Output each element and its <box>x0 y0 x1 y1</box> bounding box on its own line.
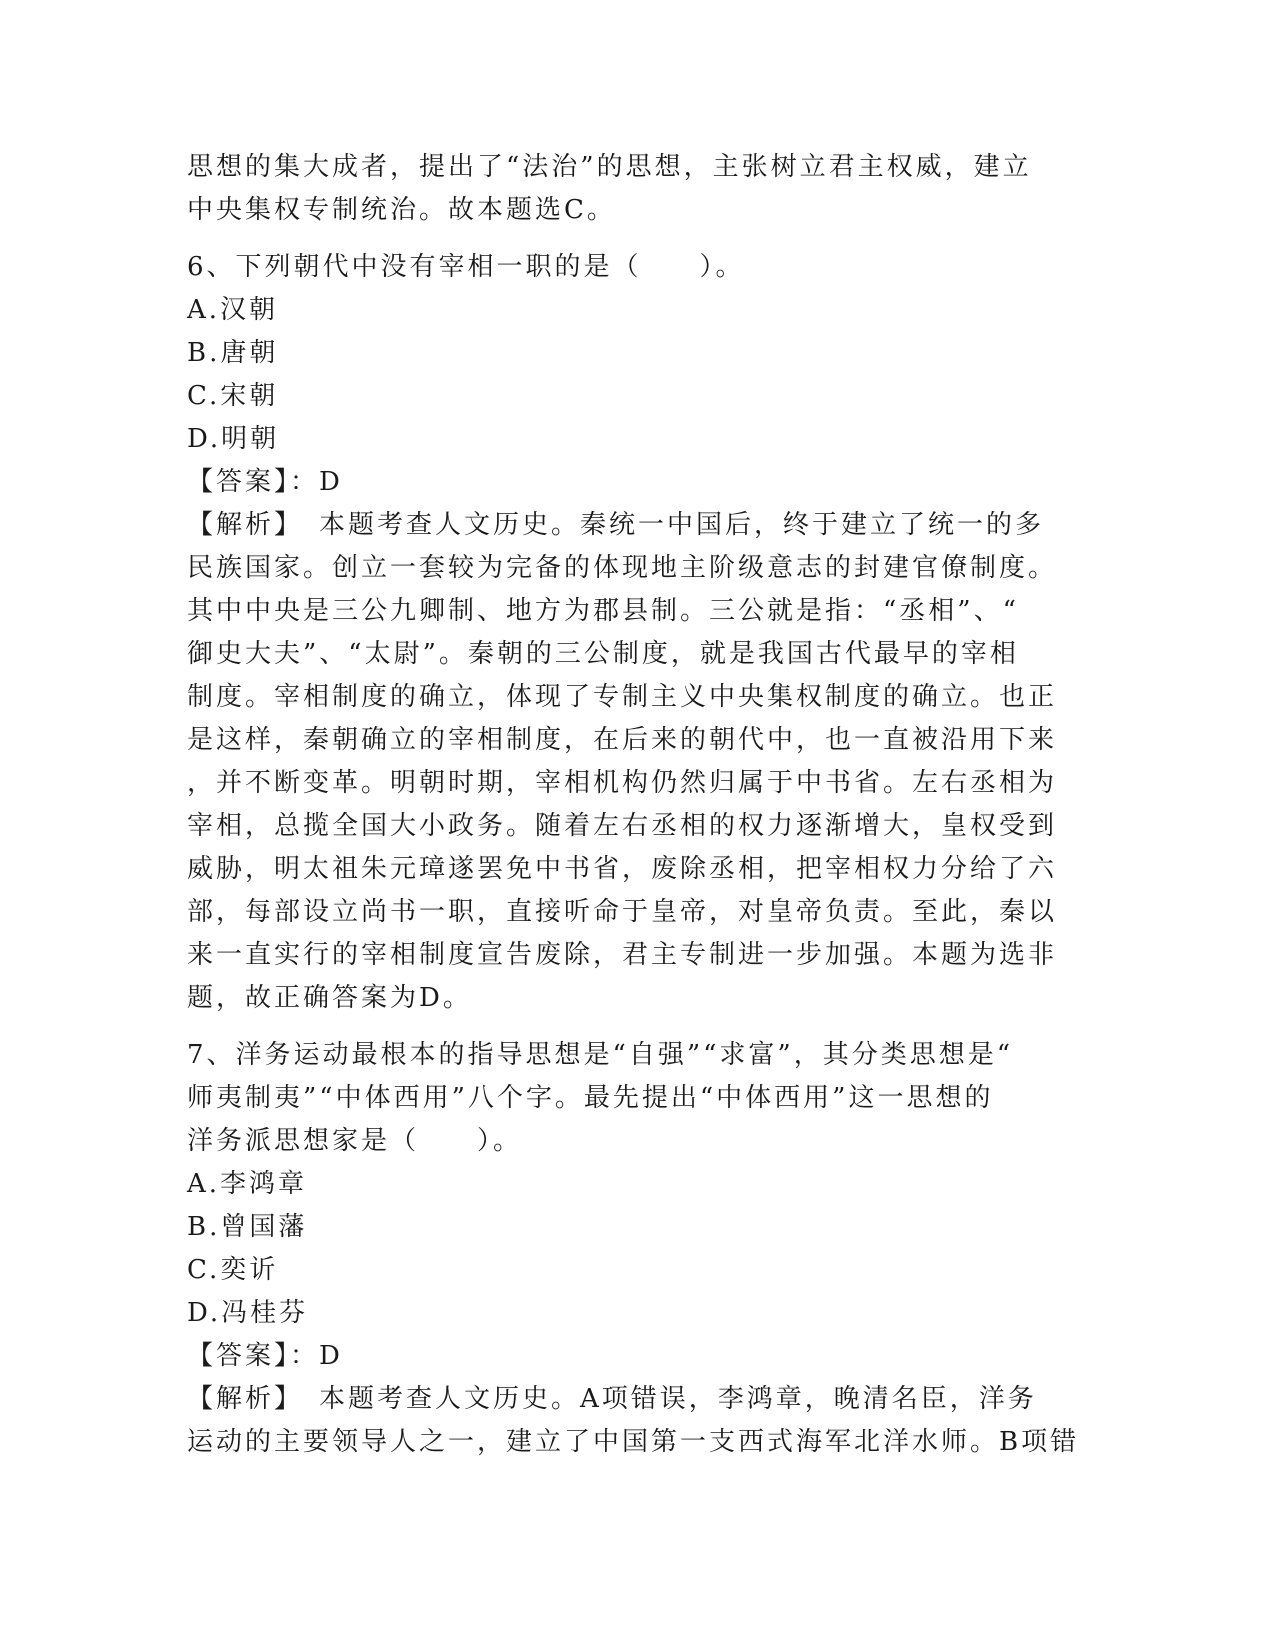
q6-explanation-line: 御史大夫”、“太尉”。秦朝的三公制度，就是我国古代最早的宰相 <box>187 639 1019 669</box>
paragraph-gap <box>187 1020 1087 1034</box>
q6-option-a: A.汉朝 <box>187 295 279 325</box>
q6-explanation-line: 其中中央是三公九卿制、地方为郡县制。三公就是指：“丞相”、“ <box>187 596 1019 626</box>
question-7-text-line: 7、洋务运动最根本的指导思想是“自强”“求富”，其分类思想是“ <box>187 1040 1014 1070</box>
q6-explanation-line: 部，每部设立尚书一职，直接听命于皇帝，对皇帝负责。至此，秦以 <box>187 897 1058 927</box>
q6-option-d: D.明朝 <box>187 424 280 454</box>
q6-explanation-line: ，并不断变革。明朝时期，宰相机构仍然归属于中书省。左右丞相为 <box>187 768 1058 798</box>
q6-explanation-line: 是这样，秦朝确立的宰相制度，在后来的朝代中，也一直被沿用下来 <box>187 725 1058 755</box>
q7-option-c: C.奕䜣 <box>187 1255 279 1285</box>
q7-answer: 【答案】：D <box>187 1341 343 1371</box>
text-line: 中央集权专制统治。故本题选C。 <box>187 195 616 225</box>
question-6 <box>187 246 1087 1020</box>
q6-explanation-line: 民族国家。创立一套较为完备的体现地主阶级意志的封建官僚制度。 <box>187 553 1058 583</box>
text-line: 思想的集大成者，提出了“法治”的思想，主张树立君主权威，建立 <box>187 152 1032 182</box>
q7-option-b: B.曾国藩 <box>187 1212 308 1242</box>
q6-option-b: B.唐朝 <box>187 338 279 368</box>
question-7 <box>187 1034 1087 1464</box>
q7-explanation-line: 运动的主要领导人之一，建立了中国第一支西式海军北洋水师。B项错 <box>187 1427 1080 1457</box>
q7-explanation-line: 【解析】 本题考查人文历史。A项错误，李鸿章，晚清名臣，洋务 <box>187 1384 1037 1414</box>
document-content <box>187 146 1087 1464</box>
q6-explanation-line: 题，故正确答案为D。 <box>187 983 472 1013</box>
question-7-text-line: 洋务派思想家是（ ）。 <box>187 1126 523 1156</box>
q6-explanation-line: 来一直实行的宰相制度宣告废除，君主专制进一步加强。本题为选非 <box>187 940 1058 970</box>
q6-explanation-line: 【解析】 本题考查人文历史。秦统一中国后，终于建立了统一的多 <box>187 510 1045 540</box>
q6-explanation-line: 制度。宰相制度的确立，体现了专制主义中央集权制度的确立。也正 <box>187 682 1058 712</box>
question-6-text: 6、下列朝代中没有宰相一职的是（ ）。 <box>187 252 745 282</box>
q6-answer: 【答案】：D <box>187 467 343 497</box>
paragraph-gap <box>187 232 1087 246</box>
intro-paragraph <box>187 146 1087 232</box>
q7-option-a: A.李鸿章 <box>187 1169 308 1199</box>
q6-explanation-line: 威胁，明太祖朱元璋遂罢免中书省，废除丞相，把宰相权力分给了六 <box>187 854 1058 884</box>
question-7-text-line: 师夷制夷”“中体西用”八个字。最先提出“中体西用”这一思想的 <box>187 1083 994 1113</box>
q6-explanation-line: 宰相，总揽全国大小政务。随着左右丞相的权力逐渐增大，皇权受到 <box>187 811 1058 841</box>
q7-option-d: D.冯桂芬 <box>187 1298 309 1328</box>
q6-option-c: C.宋朝 <box>187 381 279 411</box>
